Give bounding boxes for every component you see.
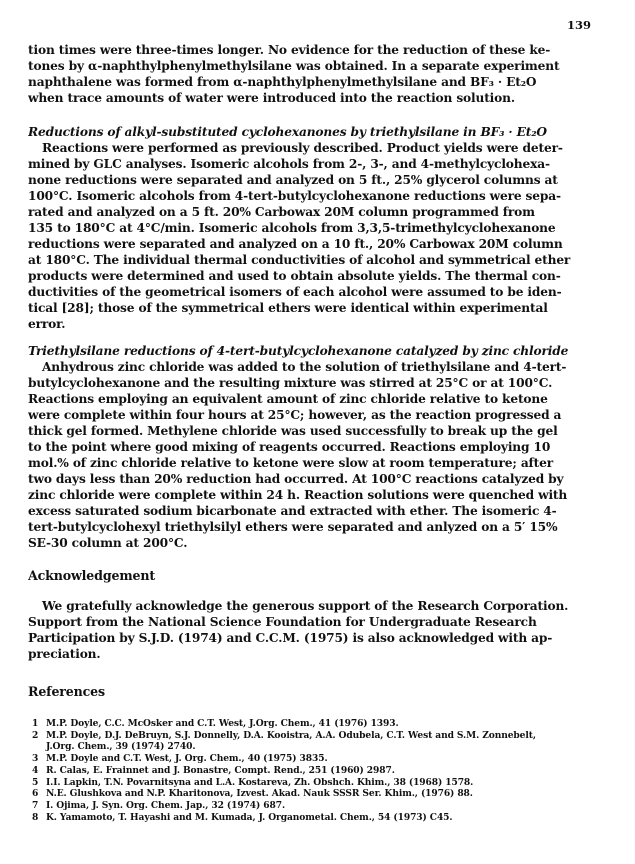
page-number: 139: [566, 18, 591, 32]
section-zinc-chloride: [28, 343, 604, 551]
paragraph-line: none reductions were separated and analyzed on 5 ft., 25% glycerol columns at: [28, 173, 558, 187]
intro-line: when trace amounts of water were introduced into the reaction solution.: [28, 91, 515, 105]
paragraph-line: thick gel formed. Methylene chloride was used successfully to break up the gel: [28, 424, 558, 438]
paragraph-line: to the point where good mixing of reagents occurred. Reactions employing 10: [28, 440, 551, 454]
reference-number: 5: [32, 776, 39, 788]
paragraph-line: 135 to 180°C at 4°C/min. Isomeric alcohols from 3,3,5-trimethylcyclohexanone: [28, 221, 556, 235]
paragraph-line: error.: [28, 317, 66, 331]
paragraph-line: Support from the National Science Foundation for Undergraduate Research: [28, 615, 537, 629]
paragraph-line: Reactions employing an equivalent amount of zinc chloride relative to ketone: [28, 392, 548, 406]
section-heading: Reductions of alkyl-substituted cyclohexanones by triethylsilane in BF₃ · Et₂O: [28, 125, 547, 139]
reference-text: I. Ojima, J. Syn. Org. Chem. Jap., 32 (1974) 687.: [46, 799, 286, 811]
acknowledgement-title: Acknowledgement: [28, 568, 156, 583]
paragraph-line: Anhydrous zinc chloride was added to the solution of triethylsilane and 4-tert-: [42, 360, 567, 374]
paragraph-line: butylcyclohexanone and the resulting mixture was stirred at 25°C or at 100°C.: [28, 376, 553, 390]
intro-line: naphthalene was formed from α-naphthylphenylmethylsilane and BF₃ · Et₂O: [28, 75, 537, 89]
reference-item: [28, 788, 608, 800]
reference-text: M.P. Doyle, D.J. DeBruyn, S.J. Donnelly, D.A. Kooistra, A.A. Odubela, C.T. West and S.M. Zonnebelt,: [46, 729, 536, 741]
reference-text: I.I. Lapkin, T.N. Povarnitsyna and L.A. Kostareva, Zh. Obshch. Khim., 38 (1968) 1578.: [46, 776, 474, 788]
reference-number: 4: [32, 764, 39, 776]
paragraph-line: products were determined and used to obtain absolute yields. The thermal con-: [28, 269, 561, 283]
reference-number: 7: [32, 799, 39, 811]
reference-text: N.E. Glushkova and N.P. Kharitonova, Izvest. Akad. Nauk SSSR Ser. Khim., (1976) 88.: [46, 788, 473, 800]
intro-line: tion times were three-times longer. No evidence for the reduction of these ke-: [28, 43, 551, 57]
paragraph-line: SE-30 column at 200°C.: [28, 536, 188, 550]
reference-item: [28, 800, 608, 812]
references-section: [28, 684, 604, 700]
paragraph-line: mined by GLC analyses. Isomeric alcohols from 2-, 3-, and 4-methylcyclohexa-: [28, 157, 550, 171]
paragraph-line: mol.% of zinc chloride relative to ketone were slow at room temperature; after: [28, 456, 554, 470]
references-title: References: [28, 684, 105, 699]
reference-text: M.P. Doyle, C.C. McOsker and C.T. West, J.Org. Chem., 41 (1976) 1393.: [46, 718, 399, 729]
paragraph-line: Reactions were performed as previously described. Product yields were deter-: [42, 141, 563, 155]
paragraph-line: tical [28]; those of the symmetrical ethers were identical within experimental: [28, 301, 548, 315]
paragraph-line: zinc chloride were complete within 24 h. Reaction solutions were quenched with: [28, 488, 568, 502]
reference-item: [28, 730, 608, 742]
section-heading: Triethylsilane reductions of 4-tert-butylcyclohexanone catalyzed by zinc chloride: [28, 344, 569, 358]
reference-item: [28, 777, 608, 789]
reference-text: K. Yamamoto, T. Hayashi and M. Kumada, J. Organometal. Chem., 54 (1973) C45.: [46, 811, 453, 823]
paragraph-line: excess saturated sodium bicarbonate and extracted with ether. The isomeric 4-: [28, 504, 557, 518]
reference-continuation: J.Org. Chem., 39 (1974) 2740.: [46, 741, 196, 753]
paragraph-line: tert-butylcyclohexyl triethylsilyl ethers were separated and anlyzed on a 5′ 15%: [28, 520, 558, 534]
reference-number: 6: [32, 788, 39, 800]
paragraph-line: 100°C. Isomeric alcohols from 4-tert-butylcyclohexanone reductions were sepa-: [28, 189, 561, 203]
reference-text: R. Calas, E. Frainnet and J. Bonastre, Compt. Rend., 251 (1960) 2987.: [46, 764, 395, 776]
reference-text: M.P. Doyle and C.T. West, J. Org. Chem., 40 (1975) 3835.: [46, 753, 328, 765]
paragraph-line: at 180°C. The individual thermal conductivities of alcohol and symmetrical ether: [28, 253, 571, 267]
reference-item: [28, 812, 608, 824]
reference-number: 3: [32, 753, 39, 765]
paragraph-line: rated and analyzed on a 5 ft. 20% Carbowax 20M column programmed from: [28, 205, 535, 219]
reference-number: 1: [32, 718, 39, 729]
paragraph-line: We gratefully acknowledge the generous support of the Research Corporation.: [42, 599, 569, 613]
reference-item: [28, 765, 608, 777]
paragraph-line: reductions were separated and analyzed on a 10 ft., 20% Carbowax 20M column: [28, 237, 563, 251]
section-alkyl-cyclohexanones: [28, 124, 604, 332]
intro-line: tones by α-naphthylphenylmethylsilane was obtained. In a separate experiment: [28, 59, 560, 73]
reference-number: 8: [32, 811, 39, 823]
paragraph-line: Participation by S.J.D. (1974) and C.C.M. (1975) is also acknowledged with ap-: [28, 631, 553, 645]
acknowledgement-paragraph: [28, 598, 604, 662]
intro-paragraph: [28, 42, 604, 106]
reference-list: [28, 718, 608, 823]
paragraph-line: ductivities of the geometrical isomers of each alcohol were assumed to be iden-: [28, 285, 562, 299]
paragraph-line: were complete within four hours at 25°C; however, as the reaction progressed a: [28, 408, 562, 422]
acknowledgement-section: [28, 568, 604, 584]
paragraph-line: two days less than 20% reduction had occurred. At 100°C reactions catalyzed by: [28, 472, 564, 486]
paragraph-line: preciation.: [28, 647, 101, 661]
reference-item: [28, 753, 608, 765]
reference-item: [28, 718, 608, 730]
reference-number: 2: [32, 729, 39, 741]
